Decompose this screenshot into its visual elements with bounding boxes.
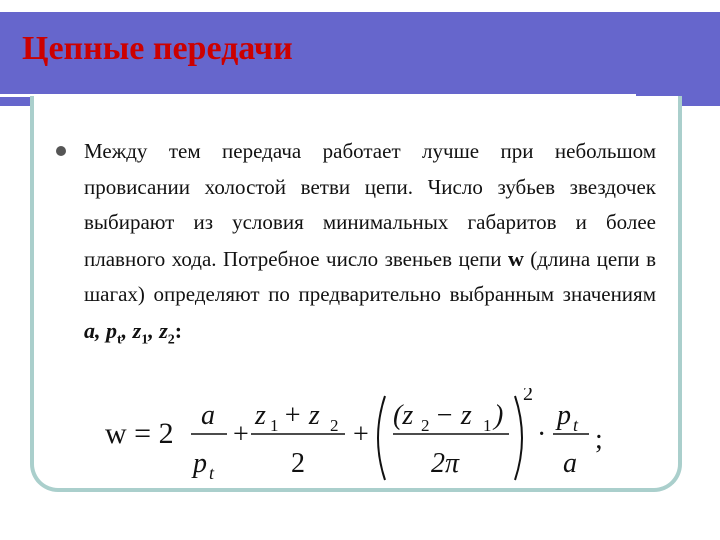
f1-numerator: a (201, 400, 215, 431)
f2-numerator-z1: z (255, 400, 266, 431)
f2-numerator-sub1: 1 (270, 416, 279, 435)
body-text-2: (длина цепи в шагах) определяют по предварительно выбранным значениям (84, 246, 657, 306)
f4-numerator-sub: t (573, 415, 579, 435)
bullet-icon (56, 146, 66, 156)
var-a-p: a, p (84, 317, 117, 343)
f3-numerator-close: ) (494, 400, 504, 431)
body-text-1: Между тем передача работает лучше при небольшом провисании холостой ветви цепи. Число зубьев звездочек выбирают из условия минимальных габаритов и более плавного хода. Потребное число звеньев цепи (84, 139, 656, 271)
f2-numerator-sub2: 2 (330, 416, 339, 435)
var-sub-2: 2 (167, 331, 175, 347)
f3-numerator-sub1: 1 (483, 416, 492, 435)
var-end: : (174, 317, 183, 343)
f4-numerator: p (557, 400, 571, 431)
left-big-paren (378, 396, 385, 480)
f3-denominator: 2π (431, 448, 460, 479)
plus-2: + (353, 419, 369, 450)
plus-1: + (233, 419, 249, 450)
right-big-paren (515, 396, 522, 480)
formula-lhs: w = 2 (105, 417, 174, 450)
f3-numerator-minus-z1: − z (435, 400, 472, 431)
power-exponent: 2 (523, 388, 533, 405)
dot-operator: · (537, 419, 547, 450)
f2-numerator-plus-z2: + z (283, 400, 320, 431)
slide-title: Цепные передачи (22, 30, 293, 67)
body-paragraph (84, 134, 656, 357)
var-sub-1: 1 (141, 331, 149, 347)
f3-numerator-sub2: 2 (421, 416, 430, 435)
f3-numerator-z2: (z (393, 400, 414, 431)
f2-denominator: 2 (291, 448, 305, 479)
var-sub-t: t (117, 331, 122, 347)
chain-length-formula (105, 388, 625, 493)
f1-denominator-sub: t (209, 463, 215, 483)
f4-denominator: a (563, 448, 577, 479)
semicolon: ; (595, 424, 603, 455)
var-sep-2: , z (148, 317, 168, 343)
var-w: w (507, 245, 524, 271)
f1-denominator: p (193, 448, 207, 479)
var-sep-1: , z (121, 317, 142, 343)
